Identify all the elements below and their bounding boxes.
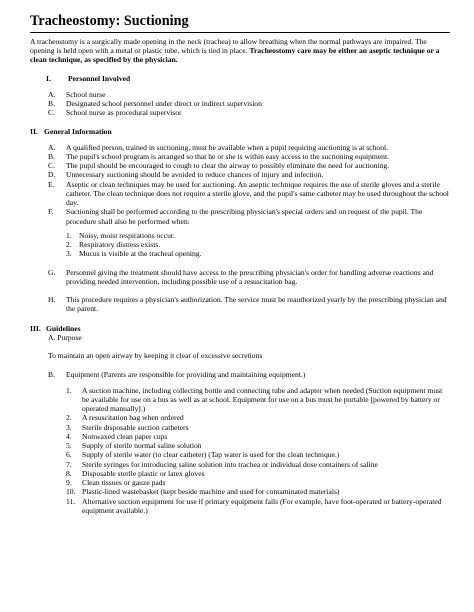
item-text: Personnel giving the treatment should have access to the prescribing physician's order for handling adverse reactions and providing needed intervention, including possible use of a resuscitation bag. [66,267,434,286]
section-heading-guidelines [30,324,450,333]
item-label: 7. [66,459,72,469]
item-text: Clean tissues or gauze pads [82,478,166,488]
item-text: Sterile syringes for introducing saline solution into trachea or individual dose containers of saline [82,459,378,469]
item-text: Designated school personnel under direct or indirect supervision [66,98,262,108]
item-label: 9. [66,478,72,488]
item-label: H. [48,295,56,305]
suction-conditions-list [66,231,450,259]
item-text: The pupil's school program is arranged so that he or she is within easy access to the suctioning equipment. [66,151,389,161]
intro-text: A tracheostomy is a surgically made opening in the neck (trachea) to allow breathing when the normal pathways are impaired. The opening is held open with a metal or plastic tube, which is tied in place. [30,36,427,55]
item-text: Supply of sterile normal saline solution [82,441,202,451]
page-title: Tracheostomy: Suctioning [30,13,189,29]
section-title: General Information [44,127,112,137]
section-title: Personnel Involved [68,74,131,84]
list-item [48,143,450,152]
list-item [66,423,450,432]
list-item [66,441,450,450]
item-label: G. [48,267,56,277]
item-text: Unnecessary suctioning should be avoided to reduce chances of injury and infection. [66,170,324,180]
list-item [48,90,450,99]
list-item [66,240,450,249]
title-rule [30,32,450,33]
list-item [48,295,450,314]
item-text: This procedure requires a physician's authorization. The service must be reauthorized yearly by the prescribing physician and the parent. [66,295,447,314]
item-label: B. [48,151,55,161]
purpose-text: To maintain an open airway by keeping it clear of excessive secretions [48,351,263,361]
list-item [66,249,450,258]
item-text: School nurse [66,89,106,99]
intro-bold-text: Tracheostomy care may be either an aseptic technique or a clean technique, as specified by the physician. [30,45,440,65]
intro-paragraph [30,37,450,65]
item-label: 10. [66,487,76,497]
item-label: C. [48,161,55,171]
list-item [66,487,450,496]
item-label: D. [48,170,56,180]
list-item [48,161,450,170]
item-text: Supply of sterile water (to clear catheter) (Tap water is used for the clean technique.) [82,450,340,460]
purpose-label: A. Purpose [48,332,82,342]
item-label: 2. [66,240,72,250]
item-label: 1. [66,230,72,240]
item-label: 8. [66,468,72,478]
personnel-list [48,90,450,118]
list-item [48,152,450,161]
item-text: Alternative suction equipment for use if primary equipment fails (For example, have foot-operated or battery-operated equipment available.) [82,496,442,515]
item-label: 11. [66,496,76,506]
list-item [48,170,450,179]
item-label: A. [48,142,56,152]
item-label: 6. [66,450,72,460]
item-text: Disposable sterile plastic or latex gloves [82,468,205,478]
list-item [66,469,450,478]
item-label: 1. [66,385,72,395]
section-number: I. [46,74,51,84]
list-item [66,460,450,469]
list-item [48,108,450,117]
equipment-list [66,386,450,516]
list-item [66,413,450,422]
list-item [48,180,450,208]
item-text: A suction machine, including collecting bottle and connecting tube and adapter when needed (Suction equipment must be available for use on a bus as well as at school. Equipment for use on a bus must be portable [powered by battery or operated manually].) [82,385,443,414]
item-label: 3. [66,249,72,259]
list-item [48,207,450,226]
item-text: A resuscitation bag when ordered [82,413,184,423]
list-item [66,478,450,487]
item-text: Respiratory distress exists. [79,240,161,250]
item-text: A qualified person, trained in suctioning, must be available when a pupil requiring auctioning is at school. [66,142,389,152]
list-item [66,386,450,414]
item-label: 3. [66,422,72,432]
section-heading-personnel [46,74,450,83]
item-text: The pupil should be encouraged to cough to clear the airway to possibly eliminate the need for auctioning. [66,161,390,171]
item-text: Sterile disposable suction catheters [82,422,189,432]
guidelines-body [48,333,450,515]
document-page [30,14,450,515]
section-title: Guidelines [46,323,81,333]
item-text: Aseptic or clean techniques may be used for auctioning. An aseptic technique requires the use of sterile gloves and a sterile catheter. The clean technique does not require a sterile glove, and the pupil's same catheter may be used throughout the school day. [66,179,449,208]
section-heading-general-info [30,127,450,136]
item-label: A. [48,89,56,99]
item-label: C. [48,108,55,118]
list-item [48,99,450,108]
item-label: B. [48,98,55,108]
item-label: B. [48,370,55,380]
section-number: II. [30,127,38,137]
list-item [66,432,450,441]
item-text: Equipment (Parents are responsible for providing and maintaining equipment.) [66,370,306,380]
item-label: 4. [66,431,72,441]
list-item [48,268,450,287]
item-text: Nonwaxed clean paper cups [82,431,168,441]
item-label: F. [48,207,54,217]
item-text: Suctioning shall be performed according to the prescribing physician's special orders and on request of the pupil. The procedure shall also be performed when: [66,207,423,226]
item-text: Plastic-lined wastebasket (kept beside machine and used for contaminated materials) [82,487,340,497]
item-label: 5. [66,441,72,451]
item-text: School nurse as procedural supervisor [66,108,182,118]
item-text: Mucus is visible at the tracheal opening. [79,249,202,259]
list-item [66,450,450,459]
list-item [66,497,450,516]
item-text: Noisy, moist respirations occur. [79,230,175,240]
list-item [66,231,450,240]
item-label: E. [48,179,55,189]
equipment-heading [48,370,450,379]
section-number: III. [30,323,41,333]
item-label: 2. [66,413,72,423]
general-info-list [48,143,450,314]
